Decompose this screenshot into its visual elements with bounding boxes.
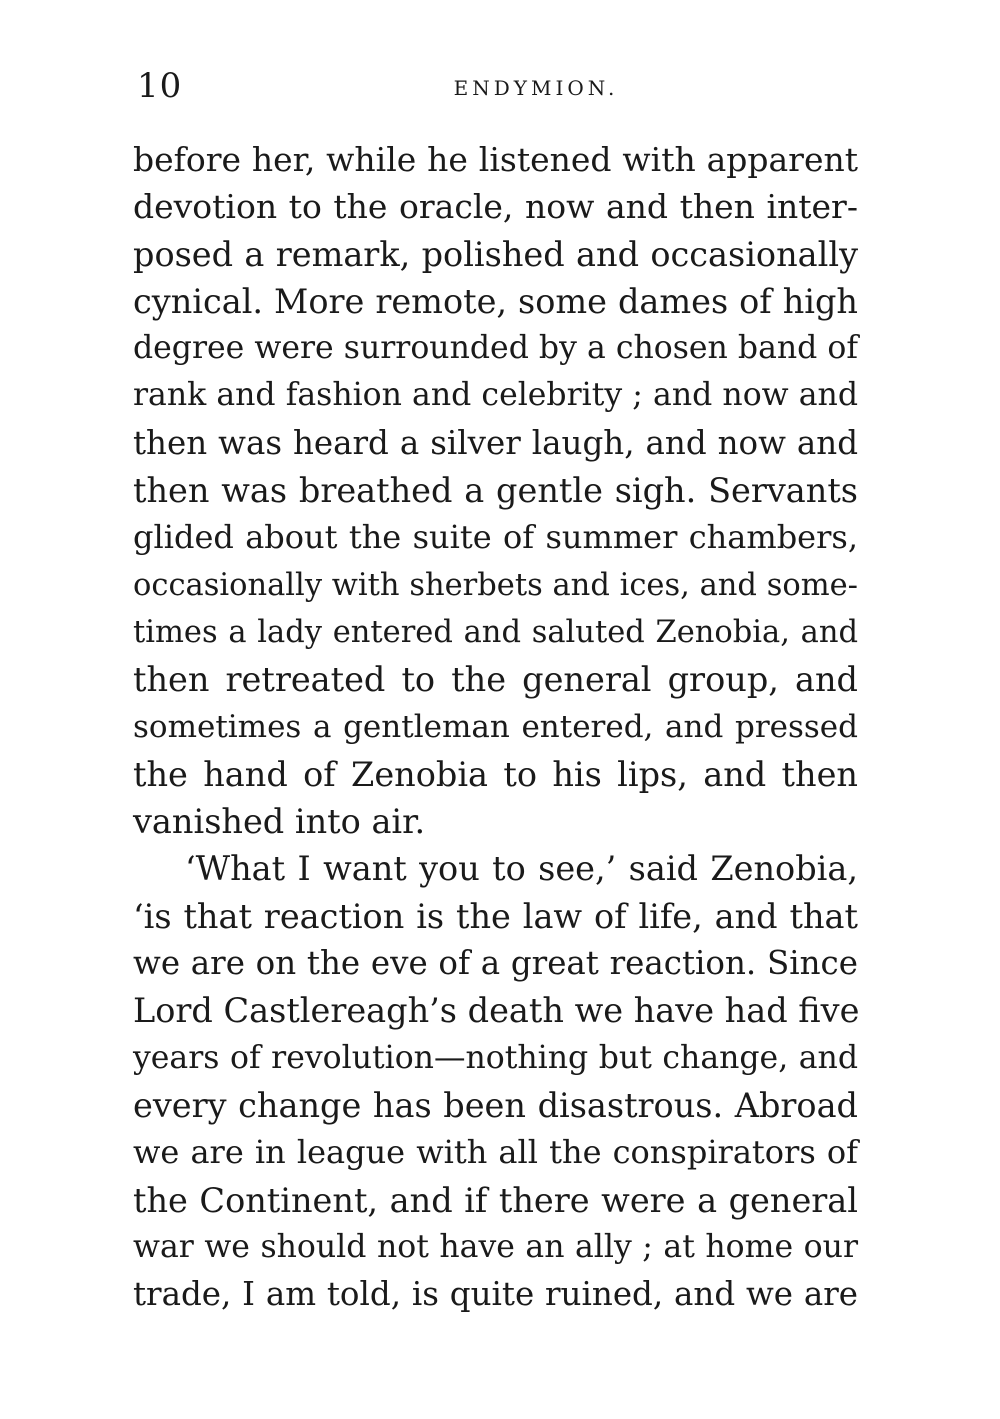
text-line: the hand of Zenobia to his lips, and then: [133, 754, 858, 794]
text-line: degree were surrounded by a chosen band of: [133, 330, 858, 367]
paragraph-2: [133, 845, 858, 1318]
text-line: Lord Castlereagh’s death we have had five: [133, 991, 860, 1031]
text-line: devotion to the oracle, now and then inter-: [133, 187, 858, 227]
text-line: trade, I am told, is quite ruined, and we are: [133, 1275, 858, 1314]
text-line: then was heard a silver laugh, and now and: [133, 423, 858, 462]
text-line: glided about the suite of summer chambers,: [133, 518, 858, 557]
body-text: [133, 136, 858, 1318]
paragraph-1: [133, 136, 858, 845]
text-line: times a lady entered and saluted Zenobia, and: [133, 614, 858, 650]
text-line: rank and fashion and celebrity ; and now and: [133, 377, 858, 414]
page-number: 10: [137, 66, 183, 106]
running-title: [0, 74, 1000, 102]
text-line: then was breathed a gentle sigh. Servants: [133, 471, 858, 511]
text-line: occasionally with sherbets and ices, and some-: [133, 567, 858, 603]
text-line: then retreated to the general group, and: [133, 660, 858, 700]
text-line: the Continent, and if there were a general: [133, 1180, 858, 1220]
text-line: posed a remark, polished and occasionally: [133, 234, 858, 274]
text-line: vanished into air.: [133, 802, 426, 842]
text-line: every change has been disastrous. Abroad: [133, 1085, 858, 1125]
text-line: sometimes a gentleman entered, and pressed: [133, 708, 858, 745]
text-line: cynical. More remote, some dames of high: [133, 281, 858, 321]
text-line: before her, while he listened with apparent: [133, 140, 858, 179]
text-line: we are in league with all the conspirators of: [133, 1133, 858, 1172]
text-line: ‘What I want you to see,’ said Zenobia,: [185, 849, 858, 889]
running-title-text: ENDYMION.: [453, 76, 619, 100]
text-line: ‘is that reaction is the law of life, and that: [133, 896, 858, 936]
text-line: war we should not have an ally ; at home our: [133, 1228, 858, 1265]
text-line: we are on the eve of a great reaction. Since: [133, 944, 858, 983]
text-line: years of revolution—nothing but change, and: [133, 1039, 858, 1076]
